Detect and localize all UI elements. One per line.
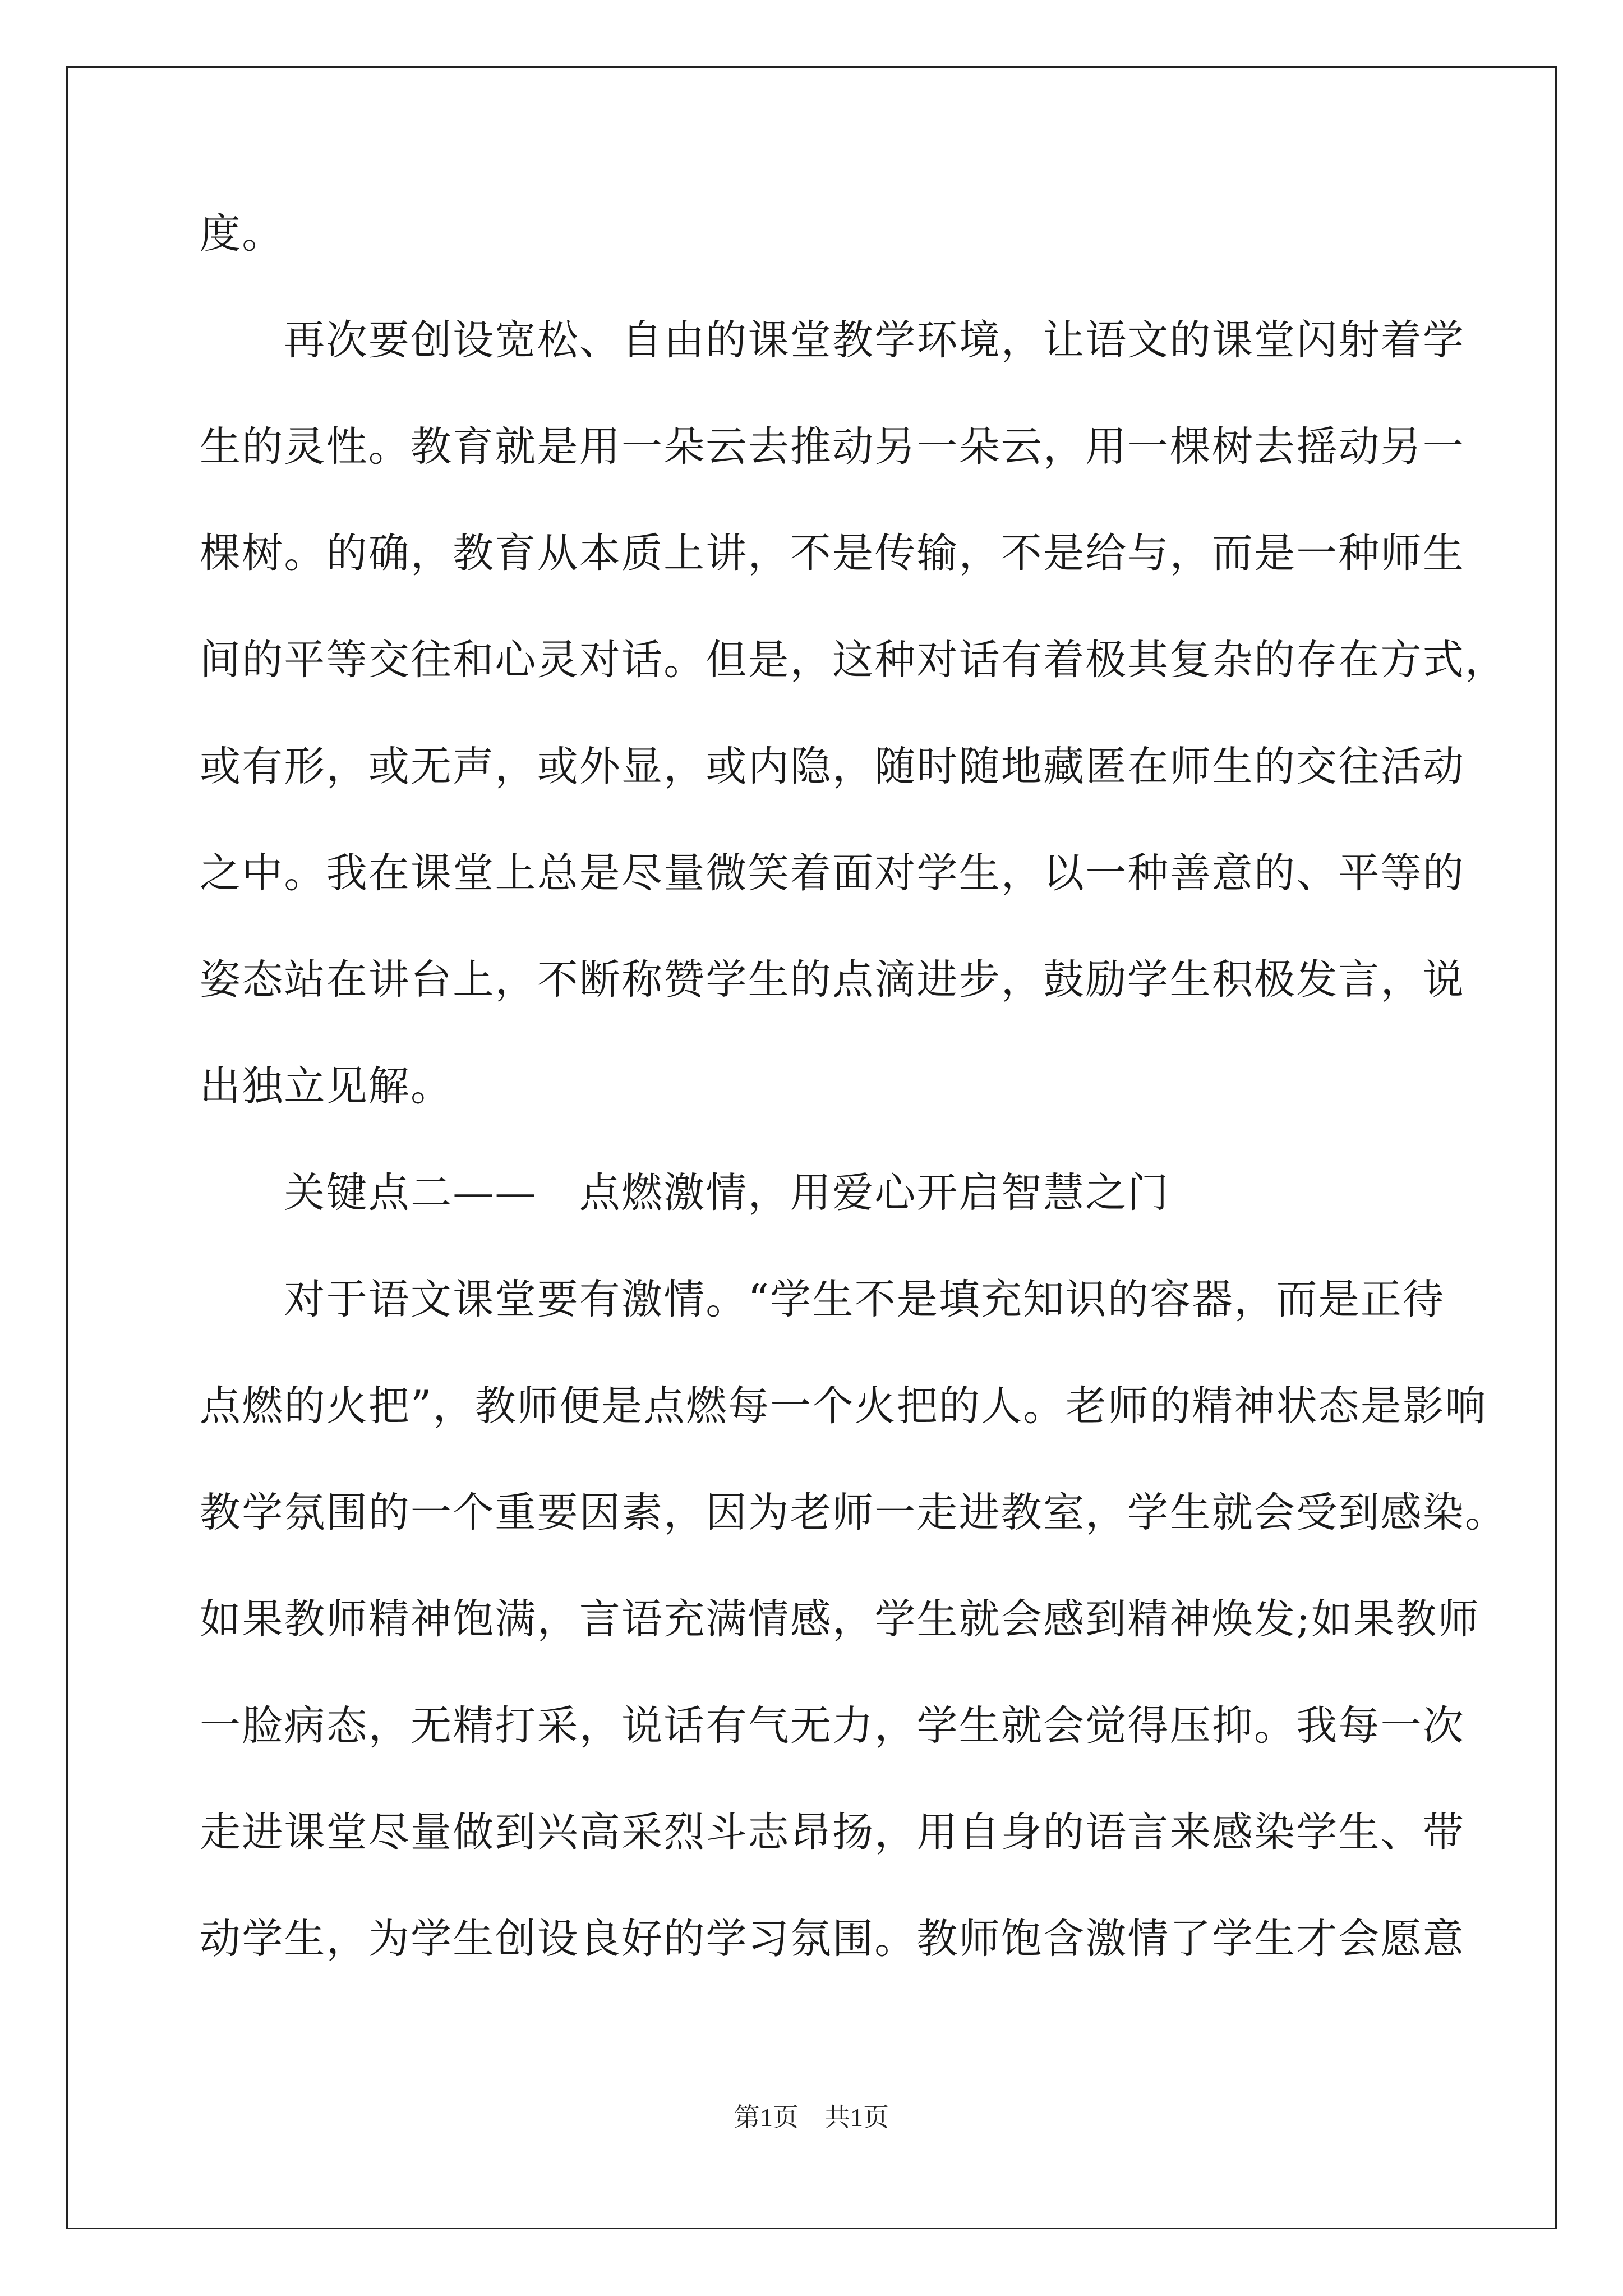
text-line: 间的平等交往和心灵对话。但是，这种对话有着极其复杂的存在方式， (200, 636, 1507, 684)
section-heading: 关键点二—— 点燃激情，用爱心开启智慧之门 (200, 1169, 1170, 1217)
text-line: 出独立见解。 (200, 1062, 453, 1110)
text-line: 之中。我在课堂上总是尽量微笑着面对学生，以一种善意的、平等的 (200, 849, 1465, 897)
text-line: 姿态站在讲台上，不断称赞学生的点滴进步，鼓励学生积极发言，说 (200, 956, 1465, 1004)
text-line: 教学氛围的一个重要因素，因为老师一走进教室，学生就会受到感染。 (200, 1489, 1507, 1536)
text-line: 棵树。的确，教育从本质上讲，不是传输，不是给与，而是一种师生 (200, 530, 1465, 577)
text-line: 动学生，为学生创设良好的学习氛围。教师饱含激情了学生才会愿意 (200, 1915, 1465, 1963)
page-number: 第1页 共1页 (734, 2103, 889, 2132)
text-line: 对于语文课堂要有激情。“学生不是填充知识的容器，而是正待 (200, 1276, 1445, 1323)
text-line: 如果教师精神饱满，言语充满情感，学生就会感到精神焕发;如果教师 (200, 1595, 1480, 1643)
document-body (200, 210, 1507, 2025)
text-line: 点燃的火把”，教师便是点燃每一个火把的人。老师的精神状态是影响 (200, 1382, 1487, 1430)
text-line: 一脸病态，无精打采，说话有气无力，学生就会觉得压抑。我每一次 (200, 1702, 1465, 1750)
text-line: 或有形，或无声，或外显，或内隐，随时随地藏匿在师生的交往活动 (200, 743, 1465, 790)
text-line: 走进课堂尽量做到兴高采烈斗志昂扬，用自身的语言来感染学生、带 (200, 1809, 1465, 1856)
text-line: 生的灵性。教育就是用一朵云去推动另一朵云，用一棵树去摇动另一 (200, 423, 1465, 471)
text-line: 度。 (200, 210, 284, 257)
text-line: 再次要创设宽松、自由的课堂教学环境，让语文的课堂闪射着学 (200, 316, 1465, 364)
